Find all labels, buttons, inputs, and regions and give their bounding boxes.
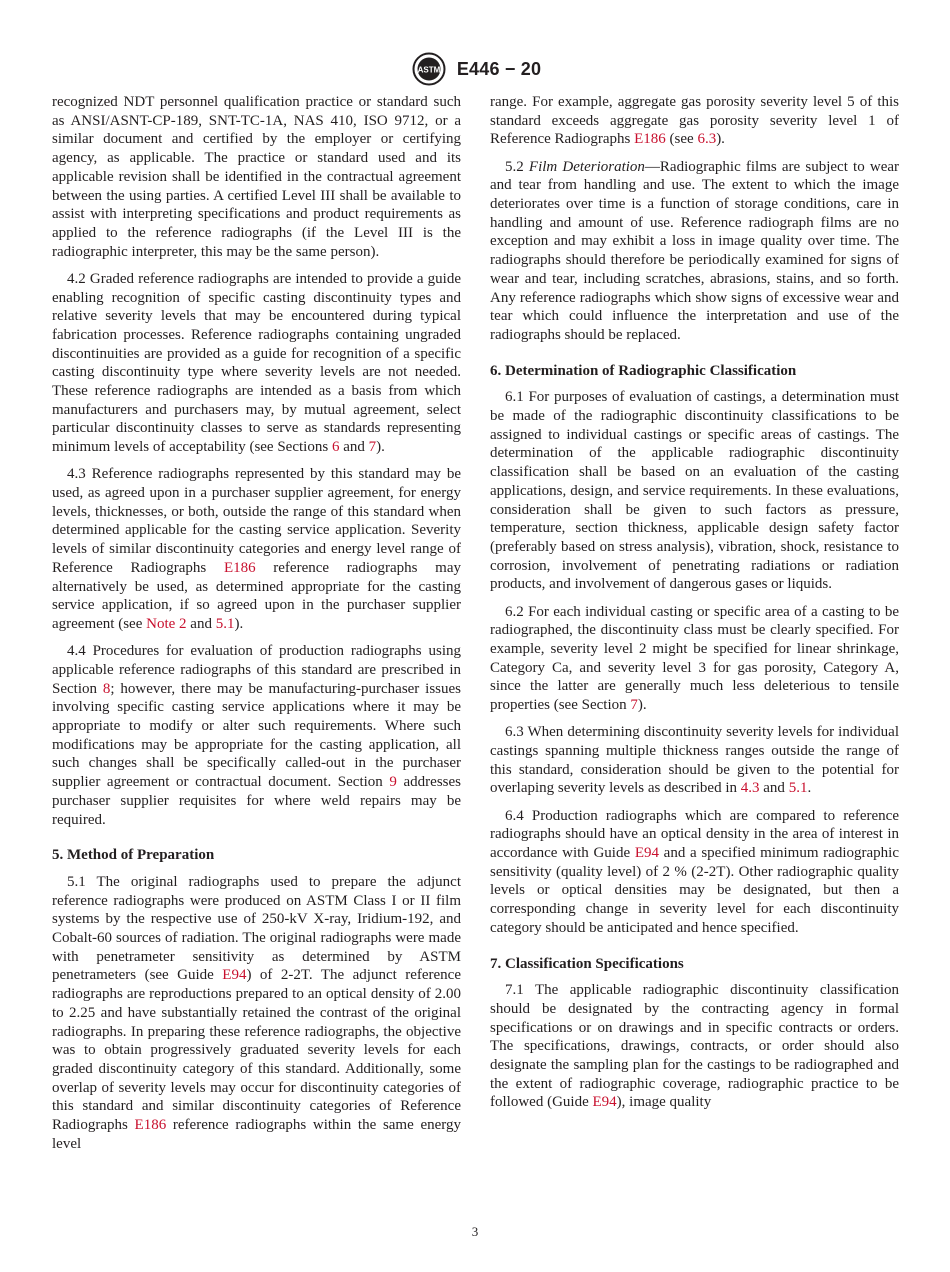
paragraph-5-1: 5.1 The original radiographs used to prepare the adjunct reference radiographs were produced on ASTM Class I or II film systems by the respective use of 250-kV X-ray, Iridium-192, and Cobalt-60 sources of radiation. The original radiographs were made with penetrameter sensitivity as determined by ASTM penetrameters (see Guide E94) of 2-2T. The adjunct reference radiographs are reproductions prepared to an optical density of 2.00 to 2.25 and have substantially retained the contrast of the original radiographs. In preparing these reference radiographs, the objective was to obtain progressively graduated severity levels for each graded discontinuity category of this standard. Additionally, some overlap of severity levels may occur for discontinuity categories of this standard and similar discontinuity categories of Reference Radiographs E186 reference radiographs within the same energy level xyxy=(52,873,461,1152)
paragraph-6-2: 6.2 For each individual casting or specific area of a casting to be radiographed, the discontinuity class must be clearly specified. For example, severity level 2 might be specified for linear shrinkage, Category Ca, and severity level 3 for gas porosity, Category A, since the latter are generally much less deleterious to tensile properties (see Section 7). xyxy=(490,603,899,714)
link-section-9[interactable]: 9 xyxy=(389,774,397,791)
logo-text: ASTM xyxy=(417,65,441,75)
paragraph-6-4: 6.4 Production radiographs which are compared to reference radiographs should have an optical density in the area of interest in accordance with Guide E94 and a specified minimum radiographic sensitivity (quality level) of 2 % (2-2T). Other radiographic quality levels or optical densities may be designated, but then a corresponding change in severity level for each discontinuity category should be anticipated and hence specified. xyxy=(490,807,899,936)
page-number: 3 xyxy=(471,1224,479,1239)
paragraph-7-1: 7.1 The applicable radiographic discontinuity classification should be designated by the contracting agency in formal specifications or on drawings and in specific contracts or orders. The specifications, drawings, contracts, or order should also designate the sampling plan for the castings to be radiographed and the extent of radiographic coverage, radiographic practice to be followed (Guide E94), image quality xyxy=(490,982,899,1111)
link-section-8[interactable]: 8 xyxy=(102,680,111,697)
film-deterioration-term: Film Deterioration xyxy=(528,158,645,175)
page-header xyxy=(0,52,950,86)
link-e186[interactable]: E186 xyxy=(223,559,256,576)
paragraph-4-1-continued: recognized NDT personnel qualification practice or standard such as ANSI/ASNT-CP-189, SNT-TC-1A, NAS 410, ISO 9712, or a similar document and certified by the employer or certifying agency, as applicable. The practice or standard used and its applicable revision shall be identified in the contractual agreement between the using parties. A certified Level III shall be available to assist with interpreting specifications and product requirements as applied to the reference radiographs (if the Level III is the radiographic interpreter, this may be the same person). xyxy=(52,94,461,260)
section-7-heading: 7. Classification Specifications xyxy=(490,955,684,972)
link-e94[interactable]: E94 xyxy=(222,967,247,984)
paragraph-6-1: 6.1 For purposes of evaluation of castings, a determination must be made of the radiographic discontinuity classifications to be assigned to individual castings or specific areas of castings. The determination of the applicable radiographic discontinuity classification shall be based on an evaluation of the casting applications, design, and service requirements. In these evaluations, consideration shall be given to such factors as pressure, temperature, section thickness, applicable design safety factor (preferably based on stress analysis), vibration, shock, resistance to corrosion, involvement of penetrating radiations or radiation products, and involvement of dangerous gases or liquids. xyxy=(490,389,899,593)
left-column xyxy=(52,93,461,1162)
link-4-3[interactable]: 4.3 xyxy=(740,780,760,797)
link-section-7[interactable]: 7 xyxy=(368,439,377,456)
link-note-2[interactable]: Note 2 xyxy=(146,615,187,632)
paragraph-4-3: 4.3 Reference radiographs represented by this standard may be used, as agreed upon in a purchaser supplier agreement, for energy levels, thicknesses, or both, outside the range of this standard when determined applicable for the casting service application. Severity levels of similar discontinuity categories and energy level range of Reference Radiographs E186 reference radiographs may alternatively be used, as determined appropriate for the casting service application, if so agreed upon in the purchaser supplier agreement (see Note 2 and 5.1). xyxy=(52,466,461,632)
link-6-3[interactable]: 6.3 xyxy=(697,131,717,148)
link-5-1[interactable]: 5.1 xyxy=(215,615,235,632)
link-e186[interactable]: E186 xyxy=(134,1117,167,1134)
link-e186[interactable]: E186 xyxy=(634,131,666,148)
link-section-7[interactable]: 7 xyxy=(630,697,638,714)
link-e94[interactable]: E94 xyxy=(592,1094,617,1111)
astm-logo-icon xyxy=(409,52,449,86)
paragraph-5-1-continued: range. For example, aggregate gas porosity severity level 5 of this standard exceeds aggregate gas porosity severity level 1 of Reference Radiographs E186 (see 6.3). xyxy=(490,94,899,148)
paragraph-6-3: 6.3 When determining discontinuity severity levels for individual castings spanning multiple thickness ranges outside the range of this standard, consideration should be given to the potential for overlaping severity levels as described in 4.3 and 5.1. xyxy=(490,724,899,797)
section-5-heading: 5. Method of Preparation xyxy=(52,847,215,864)
link-5-1[interactable]: 5.1 xyxy=(788,780,808,797)
standard-designation: E446 − 20 xyxy=(456,58,542,79)
link-e94[interactable]: E94 xyxy=(634,845,659,862)
link-section-6[interactable]: 6 xyxy=(331,439,340,456)
paragraph-4-4: 4.4 Procedures for evaluation of production radiographs using applicable reference radiographs of this standard are prescribed in Section 8; however, there may be manufacturing-purchaser issues involving specific casting service applications where it may be appropriate to modify or alter such requirements. Where such modifications may be appropriate for the casting application, all such changes shall be specifically called-out in the purchaser supplier agreement or contractual document. Section 9 addresses purchaser supplier requisites for where weld repairs may be required. xyxy=(52,643,461,828)
paragraph-5-2: 5.2 Film Deterioration—Radiographic films are subject to wear and tear from handling and use. The extent to which the image deteriorates over time is a function of storage conditions, care in handling and amount of use. Reference radiograph films are no exception and may exhibit a loss in image quality over time. The radiographs should therefore be periodically examined for signs of wear and tear, including scratches, abrasions, stains, and so forth. Any reference radiographs which show signs of excessive wear and tear which could influence the interpretation and use of the radiographs should be replaced. xyxy=(490,158,899,343)
right-column xyxy=(490,93,899,1121)
paragraph-4-2: 4.2 Graded reference radiographs are intended to provide a guide enabling recognition of specific casting discontinuity types and relative severity levels that may be encountered during typical fabrication processes. Reference radiographs containing ungraded discontinuities are provided as a guide for recognition of a specific casting discontinuity type where severity levels are not needed. These reference radiographs are intended as a basis from which manufacturers and purchasers may, by mutual agreement, select particular discontinuity classes to serve as standards representing minimum levels of acceptability (see Sections 6 and 7). xyxy=(52,270,461,456)
section-6-heading: 6. Determination of Radiographic Classification xyxy=(490,362,797,379)
